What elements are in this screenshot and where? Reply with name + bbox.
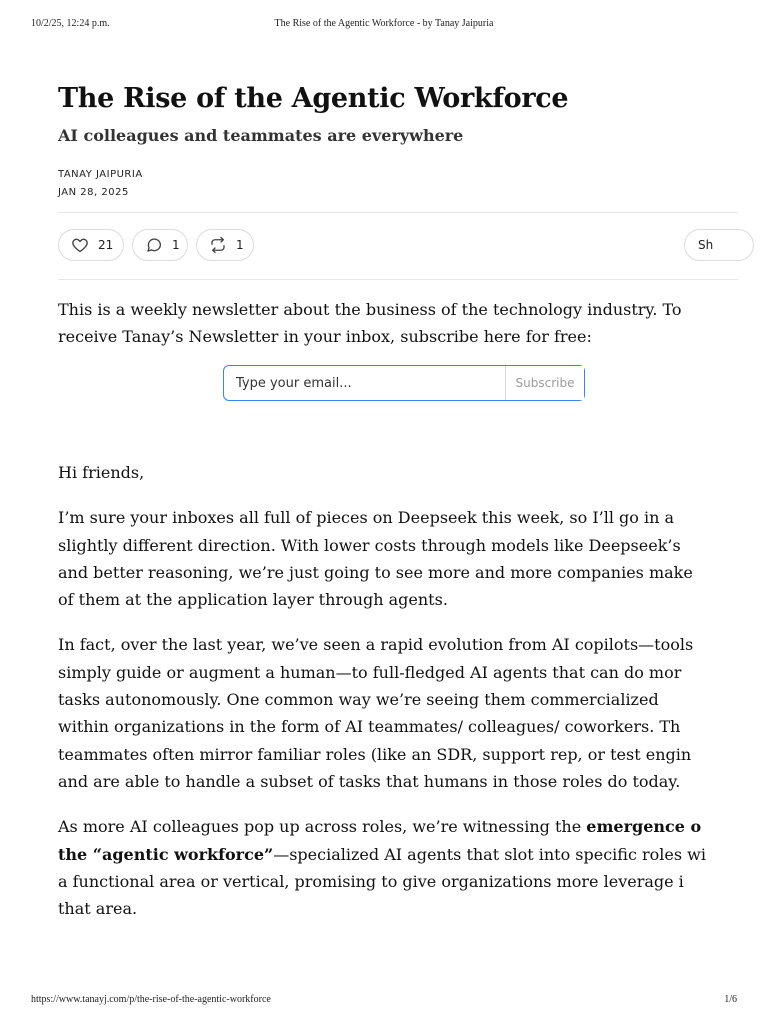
print-page-title: The Rise of the Agentic Workforce - by Tanay Jaipuria [274, 18, 494, 29]
comment-icon [145, 236, 163, 254]
paragraph-line: In fact, over the last year, we’ve seen a rapid evolution from AI copilots—tools [58, 635, 694, 655]
print-footer [0, 994, 768, 1008]
intro-line: receive Tanay’s Newsletter in your inbox, subscribe here for free: [58, 327, 592, 346]
share-button[interactable] [684, 229, 754, 261]
post-action-bar [58, 212, 738, 280]
paragraph-line: teammates often mirror familiar roles (like an SDR, support rep, or test engin [58, 744, 692, 764]
paragraph-line: and are able to handle a subset of tasks that humans in those roles do today. [58, 771, 681, 791]
print-page-number: 1/6 [724, 994, 737, 1005]
text-run: As more AI colleagues pop up across roles, we’re witnessing the [58, 817, 587, 837]
paragraph-line: and better reasoning, we’re just going to see more and more companies make [58, 562, 693, 582]
bold-text: emergence o [586, 817, 702, 837]
text-run: —specialized AI agents that slot into specific roles wi [273, 844, 706, 864]
restack-icon [209, 236, 227, 254]
article-body [58, 459, 778, 940]
post-title: The Rise of the Agentic Workforce [58, 83, 569, 114]
paragraph-line: of them at the application layer through agents. [58, 590, 448, 610]
print-datetime: 10/2/25, 12:24 p.m. [31, 18, 110, 29]
newsletter-intro [58, 296, 758, 350]
paragraph [58, 813, 778, 922]
subscribe-button[interactable]: Subscribe [505, 366, 584, 400]
heart-icon [71, 236, 89, 254]
paragraph-line: slightly different direction. With lower costs through models like Deepseek’s [58, 535, 681, 555]
restack-button[interactable] [196, 229, 254, 261]
share-label: Sh [698, 238, 714, 252]
like-button[interactable] [58, 229, 124, 261]
restack-count: 1 [236, 238, 244, 252]
paragraph-line [58, 841, 778, 868]
greeting: Hi friends, [58, 463, 145, 482]
paragraph-line: within organizations in the form of AI teammates/ colleagues/ coworkers. Th [58, 717, 681, 737]
paragraph-line: a functional area or vertical, promising to give organizations more leverage i [58, 871, 684, 891]
print-header [0, 18, 768, 32]
paragraph-line: tasks autonomously. One common way we’re seeing them commercialized [58, 690, 659, 710]
paragraph [58, 504, 778, 613]
paragraph-line: simply guide or augment a human—to full-fledged AI agents that can do mor [58, 662, 682, 682]
post-subtitle: AI colleagues and teammates are everywhere [58, 126, 464, 145]
paragraph-line: I’m sure your inboxes all full of pieces on Deepseek this week, so I’ll go in a [58, 508, 675, 528]
comment-button[interactable] [132, 229, 188, 261]
paragraph [58, 631, 778, 795]
paragraph-line [58, 813, 778, 840]
intro-line: This is a weekly newsletter about the business of the technology industry. To [58, 300, 682, 319]
author-link[interactable]: TANAY JAIPURIA [58, 169, 143, 180]
paragraph-line: that area. [58, 899, 138, 919]
email-input[interactable] [224, 366, 505, 400]
bold-text: the “agentic workforce” [58, 844, 274, 864]
article [58, 82, 714, 982]
subscribe-form [223, 365, 585, 401]
print-url: https://www.tanayj.com/p/the-rise-of-the-agentic-workforce [31, 994, 271, 1005]
like-count: 21 [98, 238, 114, 252]
comment-count: 1 [172, 238, 180, 252]
byline [58, 166, 710, 202]
post-date: JAN 28, 2025 [58, 187, 129, 198]
